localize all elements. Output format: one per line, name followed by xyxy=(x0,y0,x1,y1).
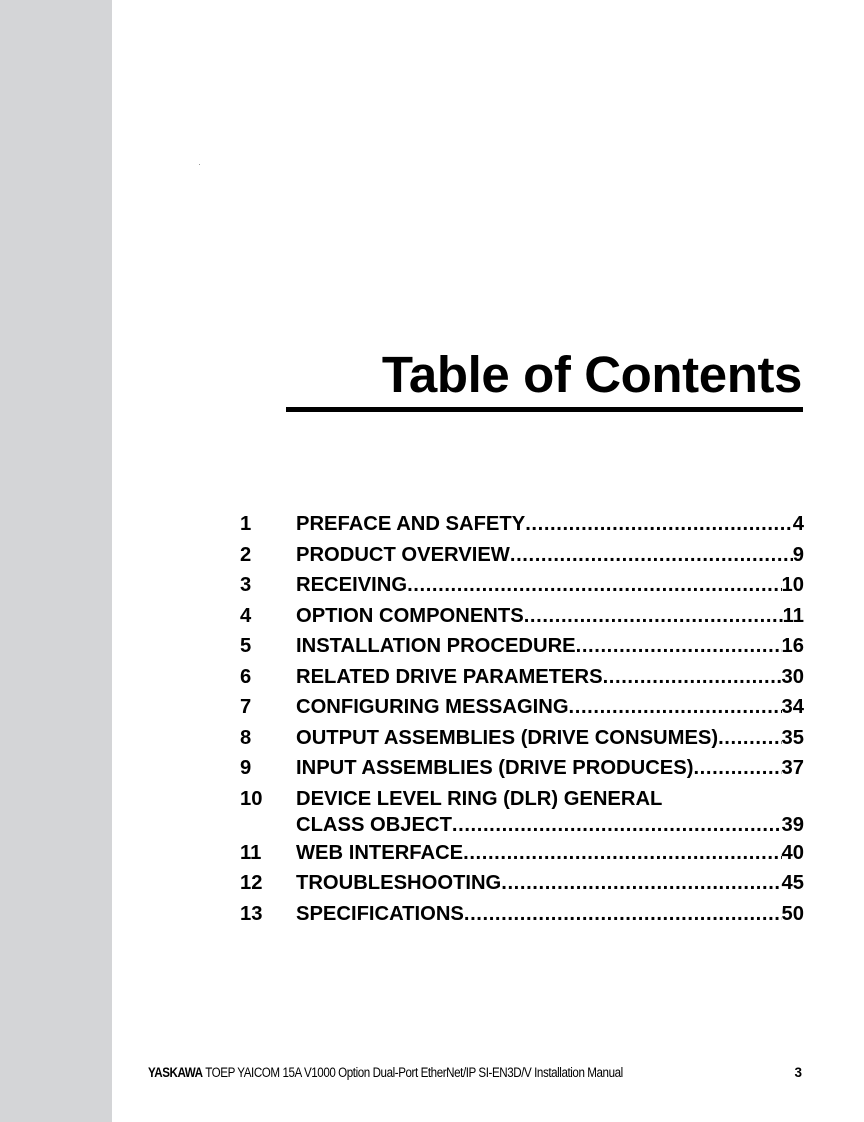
toc-entry-page: 4 xyxy=(792,513,804,535)
toc-entry[interactable] xyxy=(240,753,804,784)
toc-entry-title: OUTPUT ASSEMBLIES (DRIVE CONSUMES) xyxy=(296,726,719,749)
dot-leader xyxy=(525,509,793,540)
dot-leader xyxy=(463,838,781,869)
toc-entry-title: TROUBLESHOOTING xyxy=(296,872,502,894)
dot-leader xyxy=(510,540,793,571)
page-footer xyxy=(148,1064,802,1082)
table-of-contents xyxy=(240,509,804,929)
toc-entry[interactable] xyxy=(240,631,804,662)
toc-entry-page: 50 xyxy=(781,902,804,925)
footer-page-number: 3 xyxy=(794,1065,802,1080)
toc-entry-title: WEB INTERFACE xyxy=(296,841,464,864)
toc-entry-number: 10 xyxy=(240,787,263,810)
toc-entry[interactable] xyxy=(240,899,804,930)
toc-entry-page: 39 xyxy=(781,813,804,836)
dot-leader xyxy=(501,868,781,899)
toc-entry[interactable] xyxy=(240,692,804,723)
toc-entry-number: 9 xyxy=(240,757,252,779)
footer-brand: YASKAWA xyxy=(148,1065,203,1080)
toc-entry-page: 37 xyxy=(781,757,804,779)
toc-entry-page: 11 xyxy=(782,604,804,627)
toc-entry-title: SPECIFICATIONS xyxy=(296,902,464,925)
toc-entry-number: 11 xyxy=(240,841,262,864)
toc-entry[interactable] xyxy=(240,838,804,869)
toc-entry-title-line1: DEVICE LEVEL RING (DLR) GENERAL xyxy=(296,787,663,810)
toc-entry[interactable] xyxy=(240,570,804,601)
dot-leader xyxy=(464,899,782,930)
side-band xyxy=(0,0,112,1122)
toc-entry[interactable] xyxy=(240,723,804,754)
toc-entry-page: 9 xyxy=(792,543,804,566)
footer-document-title: TOEP YAICOM 15A V1000 Option Dual-Port EtherNet/IP SI-EN3D/V Installation Manual xyxy=(205,1065,623,1080)
toc-entry-title: PRODUCT OVERVIEW xyxy=(296,543,510,566)
toc-entry-page: 34 xyxy=(781,696,804,718)
toc-entry-number: 5 xyxy=(240,635,252,657)
toc-entry-page: 40 xyxy=(781,841,804,864)
dot-leader xyxy=(569,692,782,723)
toc-entry-number: 2 xyxy=(240,543,252,566)
toc-entry-page: 35 xyxy=(781,726,804,749)
toc-entry-title: RECEIVING xyxy=(296,574,408,596)
toc-entry[interactable] xyxy=(240,540,804,571)
toc-entry-number: 3 xyxy=(240,574,252,596)
dot-leader xyxy=(718,723,781,754)
toc-entry-title: PREFACE AND SAFETY xyxy=(296,513,526,535)
toc-entry-number: 7 xyxy=(240,696,252,718)
toc-entry[interactable] xyxy=(240,868,804,899)
toc-entry-page: 10 xyxy=(781,574,804,596)
dot-leader xyxy=(603,662,782,693)
toc-entry-title: CONFIGURING MESSAGING xyxy=(296,696,569,718)
toc-entry-number: 12 xyxy=(240,872,263,894)
toc-entry-page: 45 xyxy=(781,872,804,894)
toc-entry-number: 13 xyxy=(240,902,263,925)
dot-leader xyxy=(693,753,781,784)
page-title: Table of Contents xyxy=(381,346,802,403)
dot-leader xyxy=(452,812,782,838)
toc-entry-number: 8 xyxy=(240,726,252,749)
toc-entry[interactable] xyxy=(240,662,804,693)
scan-speck xyxy=(199,164,200,165)
title-underline xyxy=(286,407,803,412)
dot-leader xyxy=(407,570,781,601)
toc-entry-page: 16 xyxy=(781,635,804,657)
dot-leader xyxy=(576,631,782,662)
toc-entry-title: CLASS OBJECT xyxy=(296,813,452,836)
toc-entry-number: 1 xyxy=(240,513,252,535)
toc-entry-title: OPTION COMPONENTS xyxy=(296,604,524,627)
toc-entry-number: 4 xyxy=(240,604,252,627)
footer-document-info xyxy=(148,1064,623,1082)
toc-entry-title: RELATED DRIVE PARAMETERS xyxy=(296,665,603,688)
toc-entry[interactable] xyxy=(240,784,804,838)
dot-leader xyxy=(524,601,783,632)
toc-entry-page: 30 xyxy=(781,665,804,688)
toc-entry-title: INSTALLATION PROCEDURE xyxy=(296,635,576,657)
toc-entry[interactable] xyxy=(240,601,804,632)
toc-entry-number: 6 xyxy=(240,665,252,688)
toc-entry-title: INPUT ASSEMBLIES (DRIVE PRODUCES) xyxy=(296,757,694,779)
toc-entry[interactable] xyxy=(240,509,804,540)
